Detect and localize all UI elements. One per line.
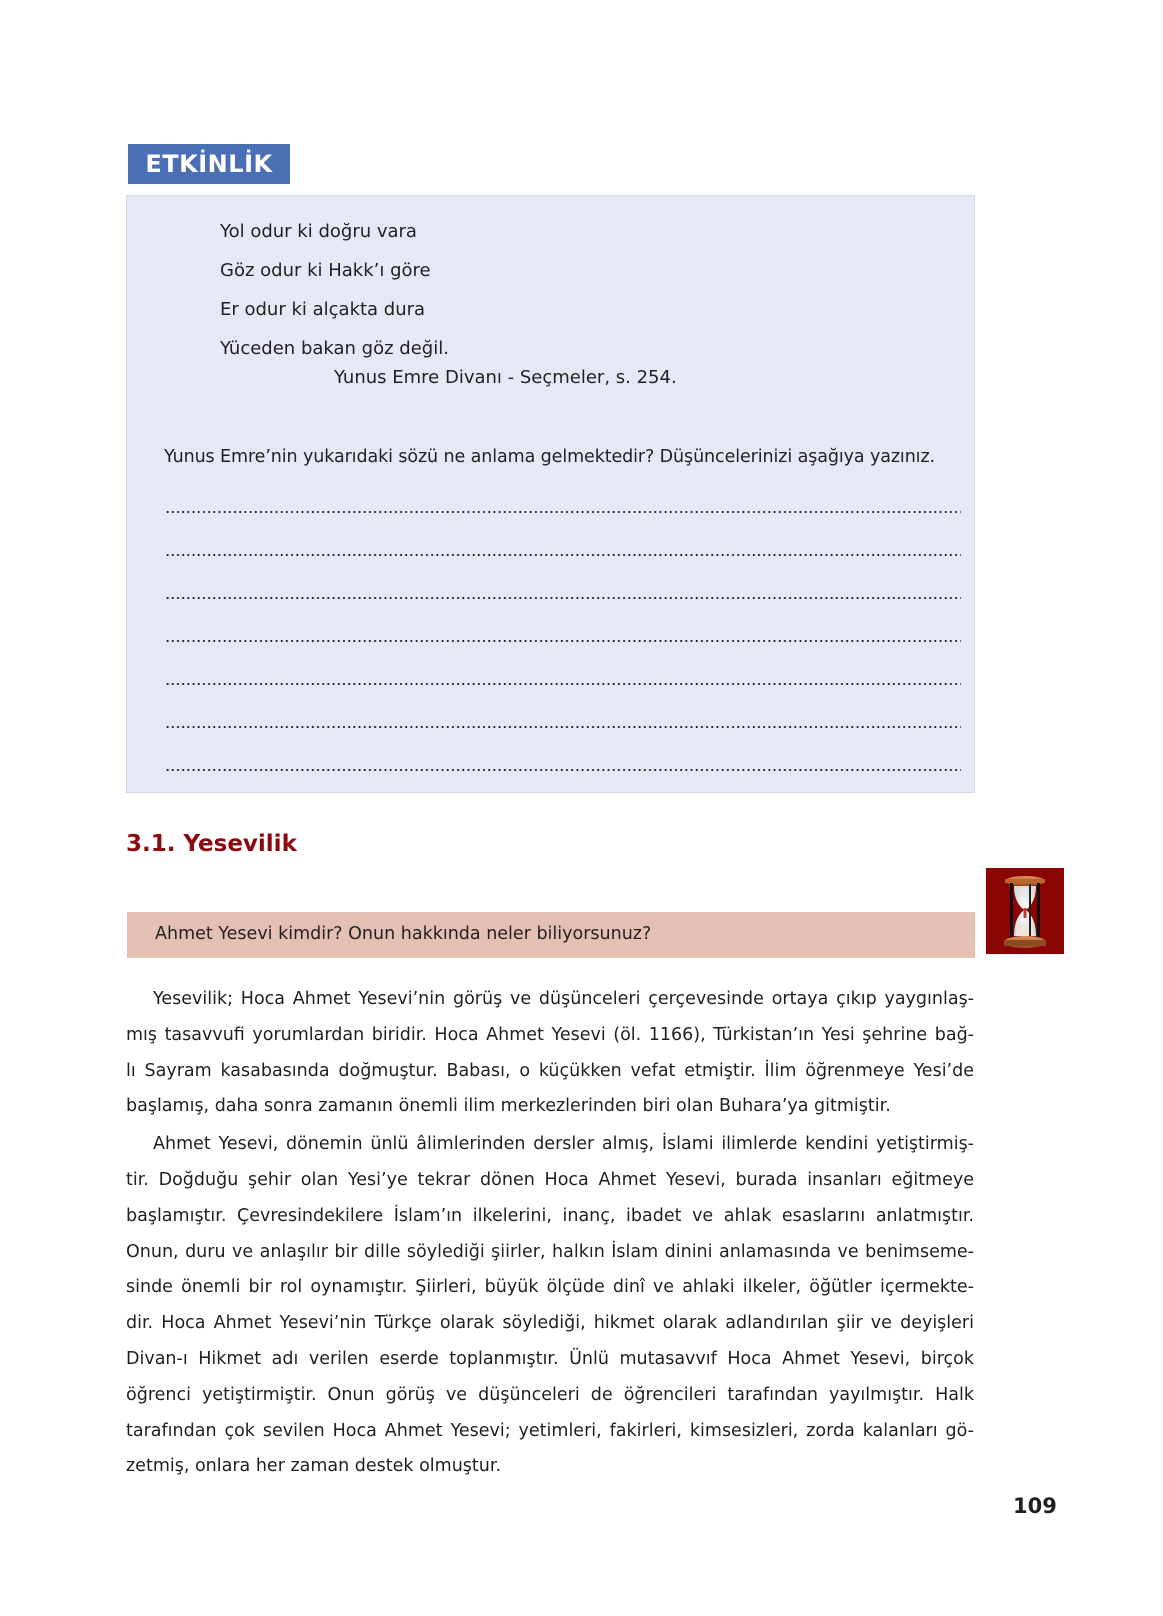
page-number: 109	[1013, 1494, 1057, 1518]
text-line: öğrenci yetiştirmiştir. Onun görüş ve düşünceleri de öğrencileri tarafından yayılmıştır. Halk	[126, 1384, 974, 1405]
answer-line[interactable]	[165, 500, 961, 543]
answer-lines	[165, 500, 961, 801]
text-line: dir. Hoca Ahmet Yesevi’nin Türkçe olarak söylediği, hikmet olarak adlandırılan şiir ve deyişleri	[126, 1313, 974, 1334]
paragraph	[126, 982, 974, 1125]
section-title: 3.1. Yesevilik	[126, 831, 297, 857]
text-line: Yesevilik; Hoca Ahmet Yesevi’nin görüş ve düşünceleri çerçevesinde ortaya çıkıp yaygınlaş-	[153, 989, 974, 1009]
section-prompt-bar	[127, 912, 975, 958]
body-text	[126, 982, 974, 1485]
answer-line[interactable]	[165, 586, 961, 629]
text-line: Ahmet Yesevi, dönemin ünlü âlimlerinden dersler almış, İslami ilimlerde kendini yetiştirmiş-	[153, 1134, 974, 1155]
poem-line: Yüceden bakan göz değil.	[220, 338, 449, 359]
answer-line[interactable]	[165, 543, 961, 586]
text-line: Divan-ı Hikmet adı verilen eserde toplanmıştır. Ünlü mutasavvıf Hoca Ahmet Yesevi, birçok	[126, 1348, 974, 1369]
answer-line[interactable]	[165, 758, 961, 801]
text-line: lı Sayram kasabasında doğmuştur. Babası, o küçükken vefat etmiştir. İlim öğrenmeye Yesi’de	[126, 1060, 974, 1081]
poem-line: Göz odur ki Hakk’ı göre	[220, 260, 431, 281]
section-prompt: Ahmet Yesevi kimdir? Onun hakkında neler biliyorsunuz?	[155, 924, 652, 944]
answer-line[interactable]	[165, 715, 961, 758]
text-line: tarafından çok sevilen Hoca Ahmet Yesevi; yetimleri, fakirleri, kimsesizleri, zorda kalanları gö-	[126, 1420, 974, 1441]
text-line: sinde önemli bir rol oynamıştır. Şiirleri, büyük ölçüde dinî ve ahlaki ilkeler, öğütler içermekte-	[126, 1277, 974, 1298]
text-line: başlamış, daha sonra zamanın önemli ilim merkezlerinden biri olan Buhara’ya gitmiştir.	[126, 1096, 891, 1117]
answer-line[interactable]	[165, 672, 961, 715]
text-line: başlamıştır. Çevresindekilere İslam’ın ilkelerini, inanç, ibadet ve ahlak esaslarını anlatmıştır.	[126, 1205, 974, 1226]
poem-line: Er odur ki alçakta dura	[220, 299, 426, 320]
text-line: mış tasavvufi yorumlardan biridir. Hoca Ahmet Yesevi (öl. 1166), Türkistan’ın Yesi şehrine bağ-	[126, 1024, 974, 1045]
activity-label: ETKİNLİK	[128, 144, 290, 184]
hourglass-icon	[986, 868, 1064, 954]
poem	[220, 212, 449, 368]
paragraph	[126, 1127, 974, 1485]
poem-line: Yol odur ki doğru vara	[220, 221, 417, 242]
answer-line[interactable]	[165, 629, 961, 672]
text-line: Onun, duru ve anlaşılır bir dille söylediği şiirler, halkın İslam dinini anlamasında ve benimseme-	[126, 1241, 974, 1262]
text-line: zetmiş, onlara her zaman destek olmuştur.	[126, 1456, 502, 1477]
poem-source: Yunus Emre Divanı - Seçmeler, s. 254.	[334, 367, 677, 388]
text-line: tir. Doğduğu şehir olan Yesi’ye tekrar dönen Hoca Ahmet Yesevi, burada insanları eğitmeye	[126, 1169, 974, 1190]
activity-question: Yunus Emre’nin yukarıdaki sözü ne anlama gelmektedir? Düşüncelerinizi aşağıya yazınız.	[164, 447, 935, 467]
